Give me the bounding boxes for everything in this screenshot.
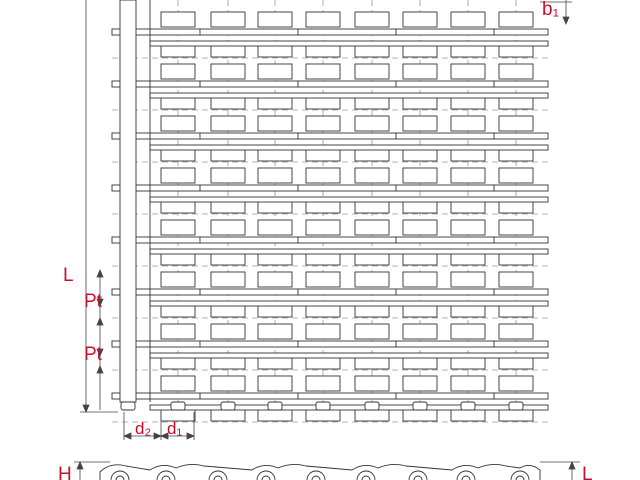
pin-head-4: [316, 402, 330, 410]
pin-head-5: [365, 402, 379, 410]
l-arrow-bottom: [83, 405, 89, 412]
roller-4-1: [211, 220, 245, 235]
roller-2-0: [161, 116, 195, 131]
d2-label: d₂: [135, 419, 152, 438]
roller-0-0: [161, 12, 195, 27]
side-pin-hole-2: [214, 476, 222, 480]
roller-7-2: [258, 376, 292, 391]
plate-inner-3: [150, 197, 548, 202]
plate-outer-0: [112, 29, 548, 35]
roller-1-6: [451, 64, 485, 79]
roller-1-3: [306, 64, 340, 79]
roller-0-2: [258, 12, 292, 27]
pt-upper-label: Pt: [84, 291, 102, 312]
plate-inner-7: [150, 405, 548, 410]
roller-3-1: [211, 168, 245, 183]
roller-5-5: [403, 272, 437, 287]
roller-0-6: [451, 12, 485, 27]
roller-2-2: [258, 116, 292, 131]
roller-4-5: [403, 220, 437, 235]
roller-7-6: [451, 376, 485, 391]
pt-arrow-bottom: [97, 366, 103, 373]
h-label: H: [58, 464, 72, 480]
roller-3-7: [499, 168, 533, 183]
plate-outer-1: [112, 81, 548, 87]
roller-2-1: [211, 116, 245, 131]
roller-6-3: [306, 324, 340, 339]
d1-label: d₁: [167, 419, 183, 438]
roller-4-0: [161, 220, 195, 235]
b1-label: b₁: [542, 0, 559, 20]
roller-4-7: [499, 220, 533, 235]
plate-inner-0: [150, 41, 548, 46]
roller-4-6: [451, 220, 485, 235]
roller-5-4: [355, 272, 389, 287]
roller-3-3: [306, 168, 340, 183]
plate-outer-5: [112, 289, 548, 295]
roller-2-3: [306, 116, 340, 131]
roller-4-3: [306, 220, 340, 235]
roller-4-4: [355, 220, 389, 235]
roller-7-5: [403, 376, 437, 391]
roller-2-4: [355, 116, 389, 131]
roller-3-5: [403, 168, 437, 183]
roller-1-4: [355, 64, 389, 79]
roller-5-0: [161, 272, 195, 287]
roller-0-3: [306, 12, 340, 27]
left-pin-column: [120, 0, 136, 402]
plate-outer-7: [112, 393, 548, 399]
roller-2-5: [403, 116, 437, 131]
plate-inner-4: [150, 249, 548, 254]
roller-1-5: [403, 64, 437, 79]
plate-inner-2: [150, 145, 548, 150]
roller-6-7: [499, 324, 533, 339]
roller-4-2: [258, 220, 292, 235]
plate-inner-6: [150, 353, 548, 358]
side-pin-hole-5: [362, 476, 370, 480]
side-pin-hole-8: [516, 476, 524, 480]
pin-head-row: [121, 402, 523, 410]
roller-grid: [161, 12, 533, 421]
side-pin-hole-0: [116, 476, 124, 480]
roller-0-7: [499, 12, 533, 27]
plate-outer-3: [112, 185, 548, 191]
b1-arrow: [563, 17, 569, 24]
roller-2-6: [451, 116, 485, 131]
pt-lower-label: Pt: [84, 344, 102, 365]
pt-arrow-top: [97, 270, 103, 277]
roller-6-5: [403, 324, 437, 339]
roller-6-6: [451, 324, 485, 339]
side-pin-hole-1: [162, 476, 170, 480]
l2-label: L: [582, 464, 593, 480]
pt-arrow-mid2: [97, 318, 103, 325]
roller-5-6: [451, 272, 485, 287]
roller-7-0: [161, 376, 195, 391]
h-arrow-top: [77, 462, 83, 469]
pin-head-6: [413, 402, 427, 410]
roller-7-1: [211, 376, 245, 391]
roller-6-1: [211, 324, 245, 339]
roller-6-0: [161, 324, 195, 339]
roller-6-2: [258, 324, 292, 339]
roller-7-7: [499, 376, 533, 391]
plate-outer-2: [112, 133, 548, 139]
l-label: L: [63, 265, 74, 286]
l2-arrow-top: [569, 462, 575, 469]
roller-6-4: [355, 324, 389, 339]
d2-arrow-left: [124, 433, 131, 439]
d1-arrow-right: [187, 433, 194, 439]
link-plate-bars: [112, 29, 548, 410]
plate-inner-1: [150, 93, 548, 98]
pin-head-1: [171, 402, 185, 410]
roller-1-1: [211, 64, 245, 79]
roller-5-1: [211, 272, 245, 287]
roller-5-3: [306, 272, 340, 287]
plate-outer-4: [112, 237, 548, 243]
roller-5-2: [258, 272, 292, 287]
roller-5-7: [499, 272, 533, 287]
pin-head-0: [121, 402, 135, 410]
plate-outer-6: [112, 341, 548, 347]
roller-1-0: [161, 64, 195, 79]
side-pin-hole-4: [312, 476, 320, 480]
roller-3-4: [355, 168, 389, 183]
roller-0-4: [355, 12, 389, 27]
d2-arrow-right: [154, 433, 161, 439]
roller-1-2: [258, 64, 292, 79]
roller-3-2: [258, 168, 292, 183]
roller-3-0: [161, 168, 195, 183]
roller-0-1: [211, 12, 245, 27]
pin-head-2: [221, 402, 235, 410]
roller-0-5: [403, 12, 437, 27]
pin-head-3: [268, 402, 282, 410]
plate-inner-5: [150, 301, 548, 306]
roller-2-7: [499, 116, 533, 131]
side-pin-hole-3: [262, 476, 270, 480]
pin-head-7: [461, 402, 475, 410]
side-pin-hole-6: [414, 476, 422, 480]
roller-1-7: [499, 64, 533, 79]
side-pin-hole-7: [462, 476, 470, 480]
roller-7-3: [306, 376, 340, 391]
roller-7-4: [355, 376, 389, 391]
pin-head-8: [509, 402, 523, 410]
roller-3-6: [451, 168, 485, 183]
